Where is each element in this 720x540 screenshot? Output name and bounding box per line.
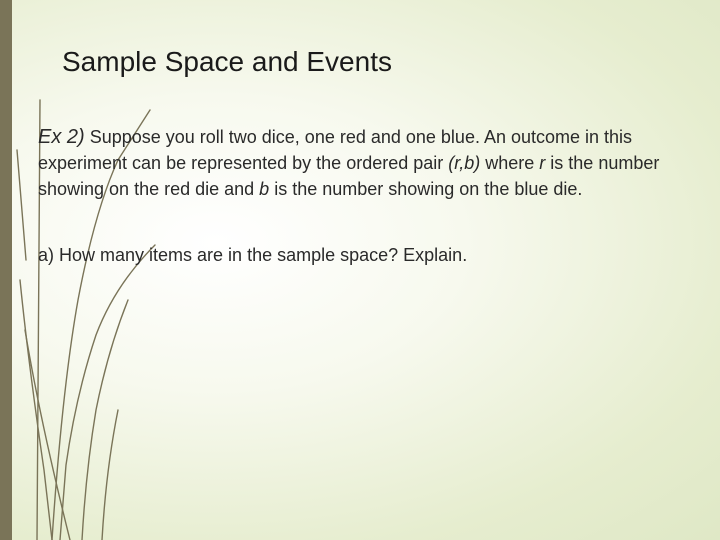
variable-b: b [259,179,270,199]
question-a: a) How many items are in the sample space? Explain. [38,245,468,265]
deco-line [102,410,118,540]
paragraph-text: is the number showing on the blue die. [269,179,583,199]
paragraph-text: is the number showing on the red die and [38,153,660,199]
deco-line [20,280,52,540]
example-paragraph [38,124,688,202]
ordered-pair: (r,b) [448,153,481,173]
deco-line [60,245,155,540]
example-label: Ex 2) [38,126,85,148]
deco-line [82,300,128,540]
slide-body [38,124,688,268]
deco-line [17,150,26,260]
paragraph-text: Suppose you roll two dice, one red and one blue. An outcome in this experiment can be represented by the ordered pair [38,127,633,173]
slide-title: Sample Space and Events [62,46,392,77]
deco-line [25,330,70,540]
left-accent-bar [0,0,12,540]
paragraph-text: where [480,153,540,173]
variable-r: r [539,153,546,173]
